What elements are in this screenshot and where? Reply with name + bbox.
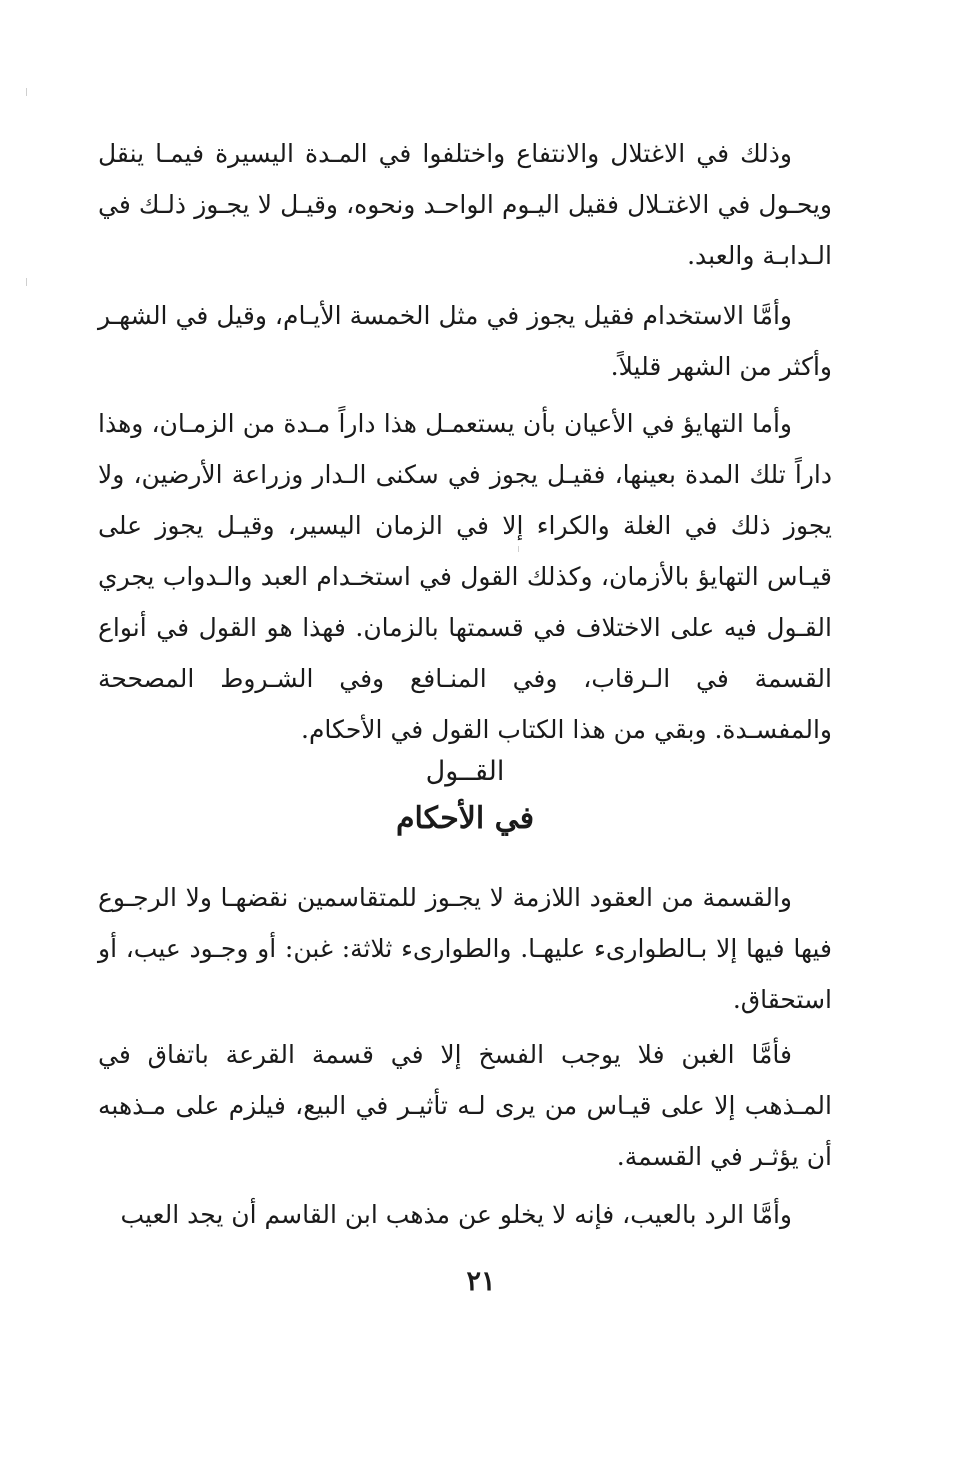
paragraph-2 xyxy=(98,290,832,392)
paragraph-text: وأمَّا الرد بالعيب، فإنه لا يخلو عن مذهب ابن القاسم أن يجد العيب xyxy=(120,1200,792,1229)
page-number: ٢١ xyxy=(466,1266,496,1297)
paragraph-text: وذلك في الاغتلال والانتفاع واختلفوا في المـدة اليسيرة فيمـا ينقل ويحـول في الاغتـلال فقيل اليـوم الواحـد ونحوه، وقيـل لا يجـوز ذلـك في الـدابـة والعبد. xyxy=(98,139,832,270)
paragraph-text: والقسمة من العقود اللازمة لا يجـوز للمتقاسمين نقضهـا ولا الرجـوع فيها فيها إلا بـالطوارىء عليهـا. والطوارىء ثلاثة: غبن: أو وجـود عيب، أو استحقاق. xyxy=(98,883,832,1014)
paragraph-1 xyxy=(98,128,832,281)
scan-mark-left-2 xyxy=(26,278,27,286)
section-heading-line-1: القــول xyxy=(425,756,505,787)
paragraph-text: وأمَّا الاستخدام فقيل يجوز في مثل الخمسة الأيـام، وقيل في الشهـر وأكثر من الشهر قليلاً. xyxy=(98,301,832,381)
paragraph-5 xyxy=(98,1029,832,1182)
paragraph-text: وأما التهايؤ في الأعيان بأن يستعمـل هذا داراً مـدة من الزمـان، وهذا داراً تلك المدة بعينها، فقيـل يجوز في سكنى الـدار وزراعة الأرضين، ولا يجوز ذلك في الغلة والكراء إلا في الزمان اليسير، وقيـل يجوز على قيـاس التهايؤ بالأزمان، وكذلك القول في استخـدام العبد والـدواب يجري القـول فيه على الاختلاف في قسمتها بالزمان. فهذا هو القول في أنواع القسمة في الـرقاب، وفي المنـافع وفي الشـروط المصححة والمفسـدة. وبقي من هذا الكتاب القول في الأحكام. xyxy=(98,409,832,744)
scan-mark-center xyxy=(518,546,519,552)
scan-mark-left xyxy=(26,88,27,96)
section-heading-line-2: في الأحكام xyxy=(395,801,535,836)
paragraph-3 xyxy=(98,398,832,755)
paragraph-6 xyxy=(98,1189,832,1240)
paragraph-4 xyxy=(98,872,832,1025)
paragraph-text: فأمَّا الغبن فلا يوجب الفسخ إلا في قسمة القرعة باتفاق في المـذهب إلا على قيـاس من يرى لـه تأثيـر في البيع، فيلزم على مـذهبه أن يؤثـر في القسمة. xyxy=(98,1040,832,1171)
